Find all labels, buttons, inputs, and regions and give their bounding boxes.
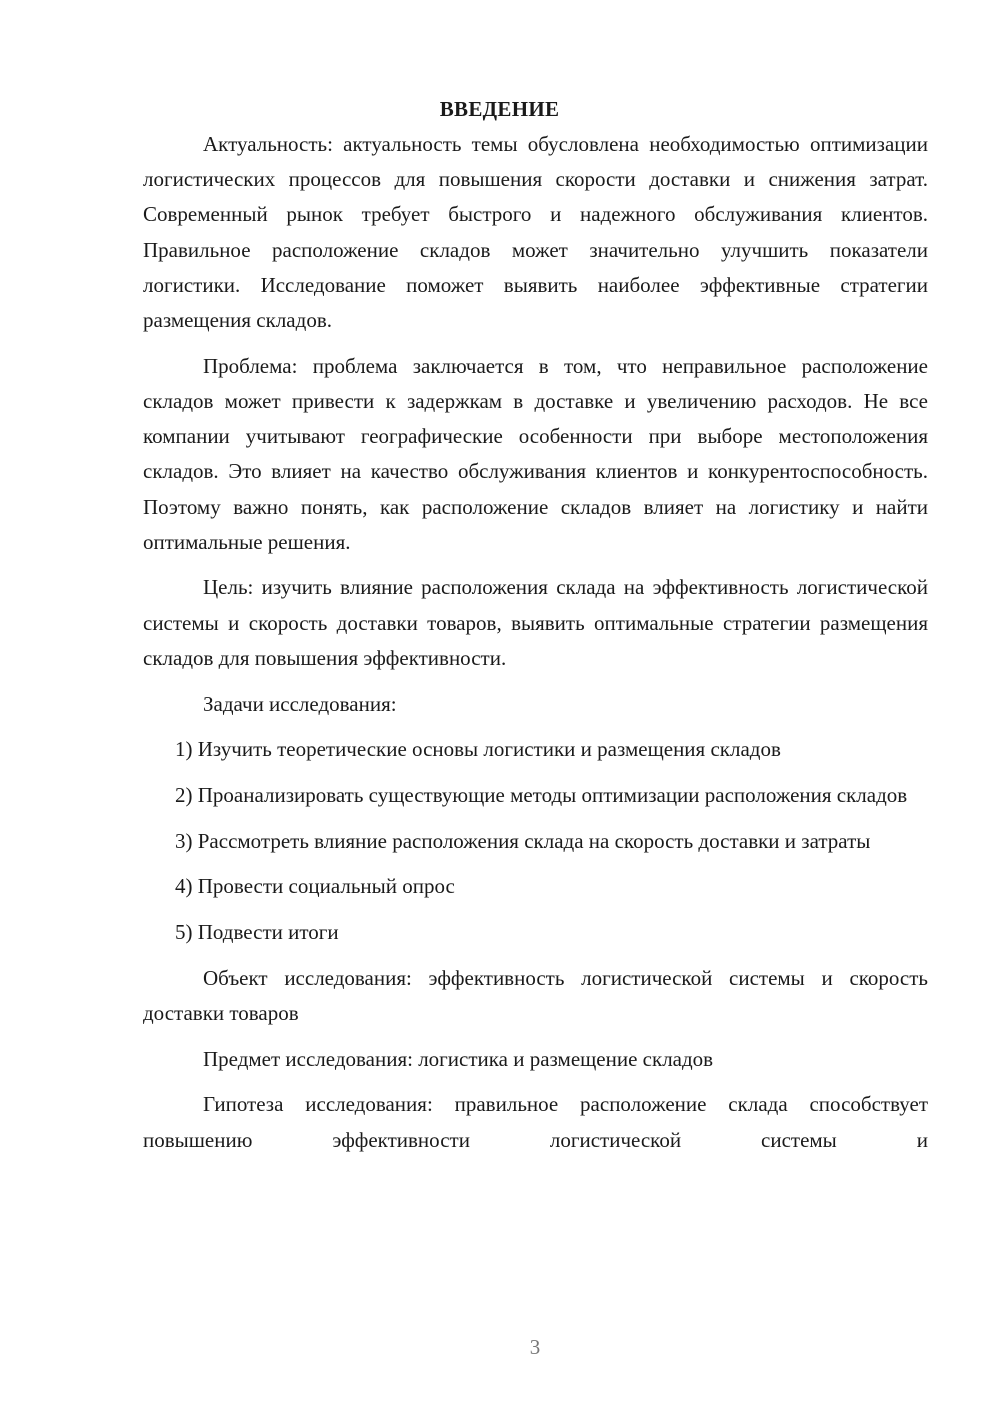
paragraph-goal: Цель: изучить влияние расположения склада на эффективность логистической системы и скорость доставки товаров, выявить оптимальные стратегии размещения складов для повышения эффективности.	[143, 575, 928, 670]
paragraph-subject: Предмет исследования: логистика и размещение складов	[203, 1046, 714, 1071]
task-item-4: 4) Провести социальный опрос	[175, 874, 455, 899]
page-number: 3	[529, 1335, 541, 1359]
paragraph-tasks-heading: Задачи исследования:	[203, 691, 397, 716]
document-title: ВВЕДЕНИЕ	[439, 97, 560, 121]
document-page	[143, 92, 928, 1158]
task-item-2: 2) Проанализировать существующие методы оптимизации расположения складов	[175, 782, 908, 807]
paragraph-object: Объект исследования: эффективность логистической системы и скорость доставки товаров	[143, 965, 928, 1025]
task-item-1: 1) Изучить теоретические основы логистики и размещения складов	[175, 737, 781, 762]
title-wrap	[143, 92, 928, 127]
paragraph-hypothesis: Гипотеза исследования: правильное расположение склада способствует повышению эффективности логистической системы и	[143, 1092, 928, 1152]
task-item-3: 3) Рассмотреть влияние расположения склада на скорость доставки и затраты	[175, 828, 871, 853]
paragraph-problem: Проблема: проблема заключается в том, что неправильное расположение складов может привести к задержкам в доставке и увеличению расходов. Не все компании учитывают географические особенности при выборе местоположения складов. Это влияет на качество обслуживания клиентов и конкурентоспособность. Поэтому важно понять, как расположение складов влияет на логистику и найти оптимальные решения.	[143, 353, 928, 554]
task-item-5: 5) Подвести итоги	[175, 920, 339, 945]
paragraph-relevance: Актуальность: актуальность темы обусловлена необходимостью оптимизации логистических процессов для повышения скорости доставки и снижения затрат. Современный рынок требует быстрого и надежного обслуживания клиентов. Правильное расположение складов может значительно улучшить показатели логистики. Исследование поможет выявить наиболее эффективные стратегии размещения складов.	[143, 132, 928, 333]
